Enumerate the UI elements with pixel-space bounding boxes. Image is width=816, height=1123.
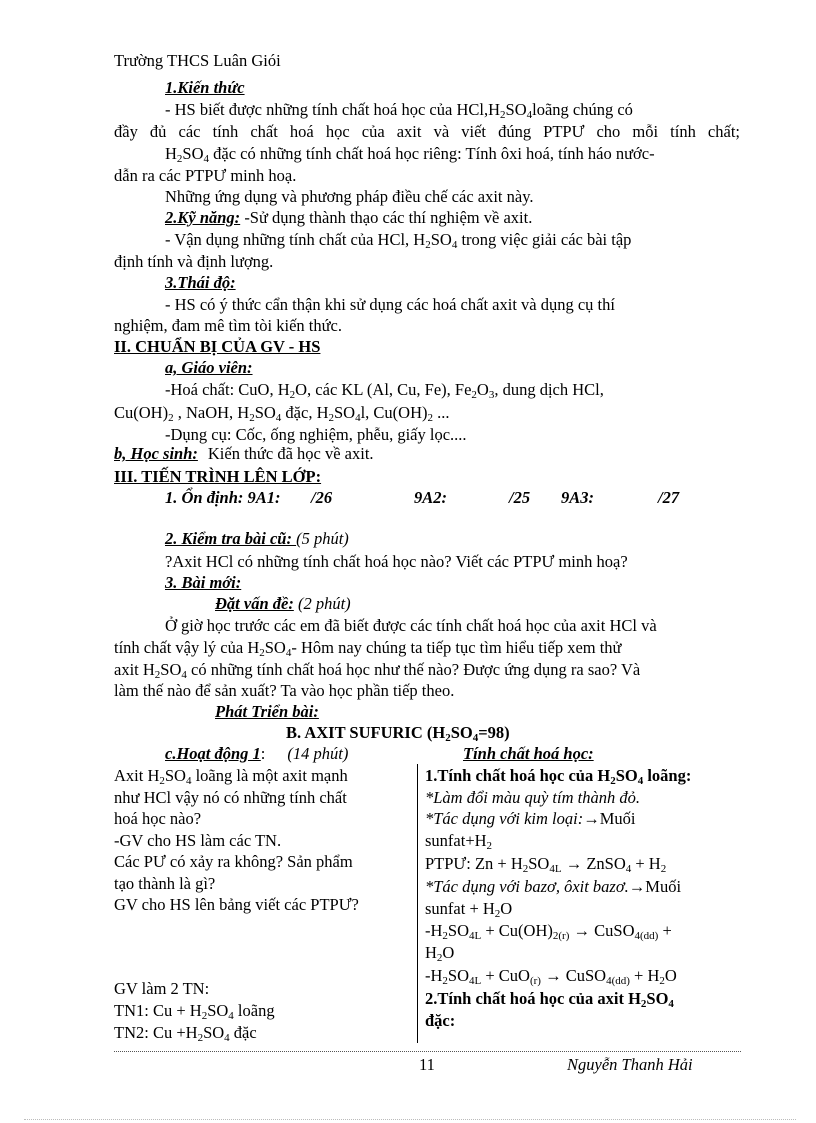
check-heading-line (165, 529, 349, 549)
left-line-6: tạo thành là gì? (114, 874, 216, 893)
knowledge-line-5: Những ứng dụng và phương pháp điều chế các axit này. (165, 187, 534, 206)
process-heading: III. TIẾN TRÌNH LÊN LỚP: (114, 467, 322, 486)
attitude-line-1: - HS có ý thức cẩn thận khi sử dụng các hoá chất axit và dụng cụ thí (165, 295, 615, 314)
intro-time: (2 phút) (293, 594, 351, 613)
preparation-heading: II. CHUẨN BỊ CỦA GV - HS (114, 337, 321, 356)
right-line-3: *Tác dụng với kim loại:→Muối (425, 809, 636, 828)
chemicals-line-2: $Cu(OH)_2$ , NaOH, $H_2SO_4$ đặc, $H_2SO_4l$, $Cu(OH)_2$ ... (114, 403, 450, 424)
knowledge-line-2: đầy đủ các tính chất hoá học của axit và viết đúng PTPƯ cho mỗi tính chất; (114, 122, 740, 141)
skill-line-1: 2.Kỹ năng: -Sử dụng thành thạo các thí nghiệm về axit. (165, 208, 533, 227)
right-line-8: $-H_2SO_{4L} + Cu(OH)_{2(r)}$ → CuSO$_{4(dd)}$ + (425, 921, 672, 942)
right-line-4: $sunfat+H_2$ (425, 831, 493, 852)
intro-line-4: làm thế nào để sản xuất? Ta vào học phần tiếp theo. (114, 681, 455, 700)
right-line-10: $-H_2SO_{4L} + CuO_{(r)}$ → CuSO$_{4(dd)}$ + $H_2O$ (425, 966, 677, 987)
check-question: ?Axit HCl có những tính chất hoá học nào? Viết các PTPƯ minh hoạ? (165, 552, 628, 571)
right-line-7: sunfat + $H_2O$ (425, 899, 513, 920)
left-line-3: hoá học nào? (114, 809, 202, 828)
left-line-5: Các PƯ có xảy ra không? Sản phẩm (114, 852, 353, 871)
school-header: Trường THCS Luân Giói (114, 51, 281, 70)
knowledge-line-4: dẫn ra các PTPƯ minh hoạ. (114, 166, 297, 185)
activity-heading-line: c.Hoạt động 1: (14 phút) (165, 744, 349, 763)
right-line-2: *Làm đổi màu quỳ tím thành đỏ. (425, 788, 640, 807)
left-line-1: Axit $H_2SO_4$ loãng là một axit mạnh (114, 766, 348, 787)
left-line-7: GV cho HS lên bảng viết các PTPƯ? (114, 895, 359, 914)
right-line-11: 2.Tính chất hoá học của axit $H_2SO_4$ (425, 989, 674, 1010)
check-time: (5 phút) (296, 529, 349, 548)
chemicals-line-1: -Hoá chất: CuO, $H_2O$, các KL (Al, Cu, Fe), $Fe_2O_3$, dung dịch HCl, (165, 380, 604, 401)
right-line-6: *Tác dụng với bazơ, ôxit bazơ.→Muối (425, 877, 682, 896)
left-line-8: GV làm 2 TN: (114, 979, 210, 998)
attitude-heading: 3.Thái độ: (165, 273, 236, 292)
author-name: Nguyễn Thanh Hải (567, 1055, 693, 1074)
check-heading: 2. Kiểm tra bài cũ: (165, 529, 297, 548)
page-number: 11 (419, 1055, 435, 1074)
intro-line-2: tính chất vậy lý của $H_2SO_4-$ Hôm nay chúng ta tiếp tục tìm hiểu tiếp xem thử (114, 638, 622, 659)
skill-line-2: - Vận dụng những tính chất của HCl, $H_2SO_4$ trong việc giải các bài tập (165, 230, 632, 251)
student-line: b, Học sinh: Kiến thức đã học về axit. (114, 444, 374, 463)
intro-line-1: Ở giờ học trước các em đã biết được các tính chất hoá học của axit HCl và (165, 616, 657, 635)
tools-line: -Dụng cụ: Cốc, ống nghiệm, phễu, giấy lọc.... (165, 425, 467, 444)
skill-line-3: định tính và định lượng. (114, 252, 274, 271)
right-line-12: đặc: (425, 1011, 456, 1030)
teacher-heading: a, Giáo viên: (165, 358, 253, 377)
develop-heading: Phát Triển bài: (215, 702, 319, 721)
stability-9a2-label: 9A2: (414, 488, 447, 507)
activity-time: (14 phút) (287, 744, 349, 763)
stability-9a3: /27 (658, 488, 680, 507)
left-line-10: TN2: $Cu +H_2SO_4$ đặc (114, 1023, 257, 1044)
knowledge-line-1: - HS biết được những tính chất hoá học của $HCl,H_2SO_4loãng$ chúng có (165, 100, 633, 121)
right-line-9: $H_2O$ (425, 943, 455, 964)
right-line-5: PTPƯ: $Zn + H_2SO_{4L}$ → ZnSO$_4$ + $H_2$ (425, 854, 667, 875)
activity-heading: c.Hoạt động 1 (165, 744, 261, 763)
arrow-right-icon: → (628, 877, 646, 896)
intro-heading-line (215, 594, 351, 614)
intro-heading: Đặt vấn đề: (215, 594, 294, 613)
stability-9a1: /26 (311, 488, 333, 507)
page-edge (24, 1119, 796, 1120)
stability-label: 1. Ổn định: 9A1: (165, 488, 281, 507)
left-line-9: TN1: $Cu + H_2SO_4$ loãng (114, 1001, 275, 1022)
student-heading: b, Học sinh: (114, 444, 198, 463)
arrow-right-icon: → (583, 809, 600, 828)
left-line-2: như HCl vậy nó có những tính chất (114, 788, 347, 807)
intro-line-3: axit $H_2SO_4$ có những tính chất hoá học như thế nào? Được ứng dụng ra sao? Và (114, 660, 641, 681)
properties-heading: Tính chất hoá học: (463, 744, 594, 763)
stability-9a2: /25 (509, 488, 531, 507)
left-line-4: -GV cho HS làm các TN. (114, 831, 282, 850)
knowledge-heading: 1.Kiến thức (165, 78, 245, 97)
footer-divider (114, 1051, 741, 1052)
skill-heading: 2.Kỹ năng: (165, 208, 241, 227)
right-line-1: 1.Tính chất hoá học của $H_2SO_4$ loãng: (425, 766, 692, 787)
stability-9a3-label: 9A3: (561, 488, 594, 507)
topic-title: B. AXIT SUFURIC $(H_2SO_4=98)$ (286, 723, 510, 744)
column-divider (417, 764, 418, 1043)
knowledge-line-3: $H_2SO_4$ đặc có những tính chất hoá học riêng: Tính ôxi hoá, tính háo nước- (165, 144, 655, 165)
attitude-line-2: nghiệm, đam mê tìm tòi kiến thức. (114, 316, 342, 335)
new-lesson-heading: 3. Bài mới: (165, 573, 242, 592)
